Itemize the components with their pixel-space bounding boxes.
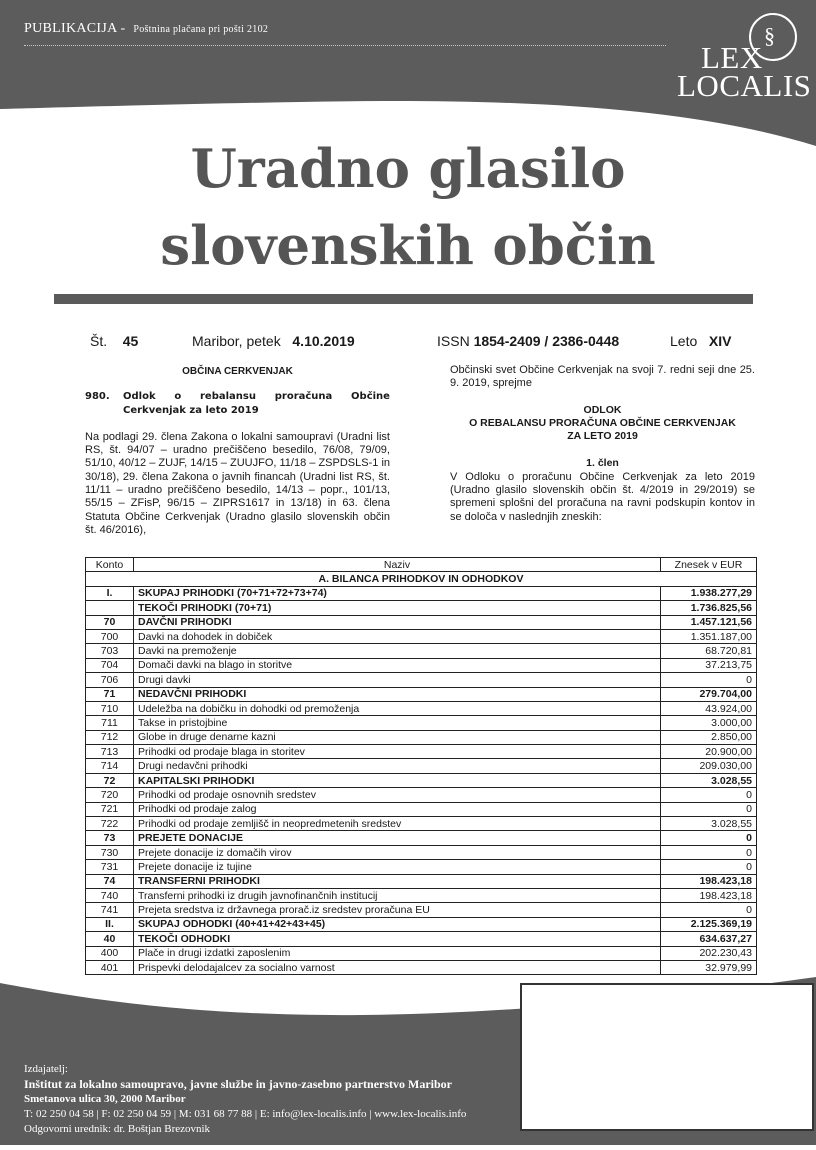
table-row: [86, 615, 757, 629]
publisher-info: [24, 1062, 466, 1137]
cell-znesek: 20.900,00: [661, 745, 757, 759]
cell-konto: [86, 601, 134, 615]
cell-naziv: KAPITALSKI PRIHODKI: [134, 773, 661, 787]
issue-date: [192, 333, 355, 349]
logo-word-lex: LEX: [701, 40, 763, 75]
cell-znesek: 2.125.369,19: [661, 917, 757, 931]
table-section-row: [86, 572, 757, 586]
table-row: [86, 903, 757, 917]
logo-symbol: §: [764, 23, 776, 48]
cell-znesek: 3.000,00: [661, 716, 757, 730]
year-value: XIV: [708, 333, 732, 349]
cell-znesek: 202.230,43: [661, 946, 757, 960]
publisher-contacts: T: 02 250 04 58 | F: 02 250 04 59 | M: 031 68 77 88 | E: info@lex-localis.info | www.lex-localis.info: [24, 1108, 467, 1120]
cell-znesek: 37.213,75: [661, 658, 757, 672]
cell-naziv: Transferni prihodki iz drugih javnofinančnih institucij: [134, 888, 661, 902]
table-row: [86, 845, 757, 859]
cell-znesek: 43.924,00: [661, 701, 757, 715]
cell-naziv: PREJETE DONACIJE: [134, 831, 661, 845]
year-label: Leto: [670, 333, 698, 349]
cell-naziv: Drugi davki: [134, 673, 661, 687]
cell-naziv: Globe in druge denarne kazni: [134, 730, 661, 744]
cell-konto: 704: [86, 658, 134, 672]
issue-year: [670, 333, 732, 349]
cell-znesek: 0: [661, 788, 757, 802]
cell-znesek: 32.979,99: [661, 960, 757, 974]
cell-znesek: 0: [661, 831, 757, 845]
cell-znesek: 209.030,00: [661, 759, 757, 773]
publisher-label: Izdajatelj:: [24, 1063, 68, 1075]
cell-znesek: 0: [661, 673, 757, 687]
table-row: [86, 831, 757, 845]
table-row: [86, 874, 757, 888]
cell-konto: II.: [86, 917, 134, 931]
cell-konto: 722: [86, 817, 134, 831]
cell-naziv: Prihodki od prodaje osnovnih sredstev: [134, 788, 661, 802]
cell-naziv: Prejete donacije iz tujine: [134, 860, 661, 874]
cell-naziv: SKUPAJ ODHODKI (40+41+42+43+45): [134, 917, 661, 931]
cell-konto: 731: [86, 860, 134, 874]
cell-konto: 710: [86, 701, 134, 715]
cell-naziv: Davki na dohodek in dobiček: [134, 629, 661, 643]
table-row: [86, 802, 757, 816]
cell-konto: 73: [86, 831, 134, 845]
cell-naziv: Prihodki od prodaje zalog: [134, 802, 661, 816]
cell-znesek: 3.028,55: [661, 773, 757, 787]
lex-localis-logo: [673, 12, 813, 102]
budget-table: [85, 557, 757, 975]
publication-title: PUBLIKACIJA -: [24, 21, 130, 36]
header-divider: [24, 45, 666, 46]
council-text: Občinski svet Občine Cerkvenjak na svoji 7. redni seji dne 25. 9. 2019, sprejme: [450, 364, 755, 390]
table-row: [86, 745, 757, 759]
cell-konto: 400: [86, 946, 134, 960]
issue-issn: [437, 333, 619, 349]
cell-konto: 711: [86, 716, 134, 730]
cell-konto: 706: [86, 673, 134, 687]
cell-naziv: Takse in pristojbine: [134, 716, 661, 730]
cell-naziv: Prihodki od prodaje zemljišč in neopredmetenih sredstev: [134, 817, 661, 831]
legal-basis-text: Na podlagi 29. člena Zakona o lokalni samoupravi (Uradni list RS, št. 94/07 – uradno prečiščeno besedilo, 76/08, 79/09, 51/10, 40/12 – ZUJF, 14/15 – ZUUJFO, 11/18 – ZSPDSLS-1 in 30/18), 29. člena Zakona o javnih financah (Uradni list RS, št. 11/11 – uradno prečiščeno besedilo, 14/13 – popr., 101/13, 55/15 – ZFisP, 96/15 – ZIPRS1617 in 13/18) in 63. člena Statuta Občine Cerkvenjak (Uradno glasilo slovenskih občin št. 46/2016),: [85, 430, 390, 536]
cell-konto: 740: [86, 888, 134, 902]
cell-konto: 74: [86, 874, 134, 888]
document-heading: [85, 390, 390, 417]
article-text: V Odloku o proračunu Občine Cerkvenjak za leto 2019 (Uradno glasilo slovenskih občin št. 4/2019 in 29/2019) se spremeni splošni del proračuna na ravni podskupin kontov in se določa v naslednjih zneskih:: [450, 470, 755, 523]
table-row: [86, 644, 757, 658]
right-column: [450, 364, 755, 524]
cell-naziv: NEDAVČNI PRIHODKI: [134, 687, 661, 701]
cell-naziv: TEKOČI ODHODKI: [134, 932, 661, 946]
table-row: [86, 601, 757, 615]
cell-naziv: Plače in drugi izdatki zaposlenim: [134, 946, 661, 960]
column-header-znesek: Znesek v EUR: [661, 558, 757, 572]
column-header-naziv: Naziv: [134, 558, 661, 572]
document-title-line1: [123, 390, 390, 403]
cell-znesek: 198.423,18: [661, 874, 757, 888]
editor-name: Odgovorni urednik: dr. Boštjan Brezovnik: [24, 1123, 211, 1135]
municipality-heading: OBČINA CERKVENJAK: [182, 366, 293, 377]
cell-naziv: Prejete donacije iz domačih virov: [134, 845, 661, 859]
publisher-address: Smetanova ulica 30, 2000 Maribor: [24, 1093, 186, 1105]
cell-naziv: Udeležba na dobičku in dohodki od premoženja: [134, 701, 661, 715]
column-header-konto: Konto: [86, 558, 134, 572]
table-row: [86, 932, 757, 946]
section-title: A. BILANCA PRIHODKOV IN ODHODKOV: [86, 572, 757, 586]
table-row: [86, 687, 757, 701]
cell-naziv: TRANSFERNI PRIHODKI: [134, 874, 661, 888]
ordinance-heading: ODLOK: [583, 403, 622, 416]
cell-konto: 721: [86, 802, 134, 816]
left-column: [85, 365, 390, 537]
table-row: [86, 673, 757, 687]
table-row: [86, 658, 757, 672]
page-title-line2: slovenskih občin: [160, 215, 656, 277]
table-row: [86, 917, 757, 931]
document-title-word: Odlok: [123, 391, 156, 403]
ordinance-subheading: O REBALANSU PRORAČUNA OBČINE CERKVENJAK: [469, 416, 736, 429]
cell-konto: 712: [86, 730, 134, 744]
cell-znesek: 1.938.277,29: [661, 586, 757, 600]
table-row: [86, 788, 757, 802]
table-row: [86, 773, 757, 787]
cell-konto: 730: [86, 845, 134, 859]
document-title-word: rebalansu: [199, 391, 256, 403]
document-title-line2: Cerkvenjak za leto 2019: [123, 404, 259, 416]
cell-znesek: 3.028,55: [661, 817, 757, 831]
cell-konto: 713: [86, 745, 134, 759]
cell-naziv: Drugi nedavčni prihodki: [134, 759, 661, 773]
cell-znesek: 0: [661, 802, 757, 816]
cell-konto: 72: [86, 773, 134, 787]
cell-konto: 720: [86, 788, 134, 802]
table-row: [86, 629, 757, 643]
document-title-word: proračuna: [274, 391, 333, 403]
cell-naziv: Prispevki delodajalcev za socialno varnost: [134, 960, 661, 974]
cell-konto: 401: [86, 960, 134, 974]
title-divider: [54, 294, 753, 304]
cell-konto: 714: [86, 759, 134, 773]
cell-naziv: Domači davki na blago in storitve: [134, 658, 661, 672]
cell-znesek: 0: [661, 845, 757, 859]
cell-znesek: 279.704,00: [661, 687, 757, 701]
table-row: [86, 759, 757, 773]
cell-znesek: 1.736.825,56: [661, 601, 757, 615]
cell-naziv: Davki na premoženje: [134, 644, 661, 658]
document-title-word: Občine: [351, 391, 390, 403]
cell-konto: 40: [86, 932, 134, 946]
cell-naziv: TEKOČI PRIHODKI (70+71): [134, 601, 661, 615]
cell-naziv: DAVČNI PRIHODKI: [134, 615, 661, 629]
cell-znesek: 0: [661, 903, 757, 917]
cell-znesek: 198.423,18: [661, 888, 757, 902]
issue-place-label: Maribor, petek: [192, 333, 281, 349]
table-row: [86, 817, 757, 831]
cell-konto: I.: [86, 586, 134, 600]
cell-naziv: Prejeta sredstva iz državnega prorač.iz sredstev proračuna EU: [134, 903, 661, 917]
cell-naziv: Prihodki od prodaje blaga in storitev: [134, 745, 661, 759]
table-row: [86, 860, 757, 874]
blank-box: [520, 983, 814, 1131]
table-row: [86, 586, 757, 600]
issue-number-value: 45: [122, 333, 139, 349]
issn-label: ISSN: [437, 333, 470, 349]
document-number: 980.: [85, 391, 110, 403]
issue-number-label: Št.: [90, 333, 108, 349]
cell-konto: 741: [86, 903, 134, 917]
article-heading: 1. člen: [586, 457, 619, 470]
cell-konto: 700: [86, 629, 134, 643]
table-header-row: [86, 558, 757, 572]
cell-naziv: SKUPAJ PRIHODKI (70+71+72+73+74): [134, 586, 661, 600]
cell-konto: 70: [86, 615, 134, 629]
document-title-word: o: [174, 391, 182, 403]
issue-date-value: 4.10.2019: [292, 333, 355, 349]
issue-number: [90, 333, 138, 349]
table-row: [86, 730, 757, 744]
logo-word-localis: LOCALIS: [677, 68, 812, 103]
table-row: [86, 701, 757, 715]
postage-note: Poštnina plačana pri pošti 2102: [133, 24, 269, 35]
cell-znesek: 68.720,81: [661, 644, 757, 658]
page-title-line1: Uradno glasilo: [190, 138, 626, 200]
ordinance-year: ZA LETO 2019: [567, 430, 638, 443]
cell-znesek: 1.457.121,56: [661, 615, 757, 629]
cell-znesek: 1.351.187,00: [661, 629, 757, 643]
cell-konto: 703: [86, 644, 134, 658]
table-row: [86, 716, 757, 730]
publication-label: [24, 21, 268, 37]
issn-value: 1854-2409 / 2386-0448: [473, 333, 620, 349]
cell-konto: 71: [86, 687, 134, 701]
cell-znesek: 2.850,00: [661, 730, 757, 744]
table-row: [86, 888, 757, 902]
cell-znesek: 0: [661, 860, 757, 874]
cell-znesek: 634.637,27: [661, 932, 757, 946]
publisher-name: Inštitut za lokalno samoupravo, javne službe in javno-zasebno partnerstvo Maribor: [24, 1077, 453, 1091]
